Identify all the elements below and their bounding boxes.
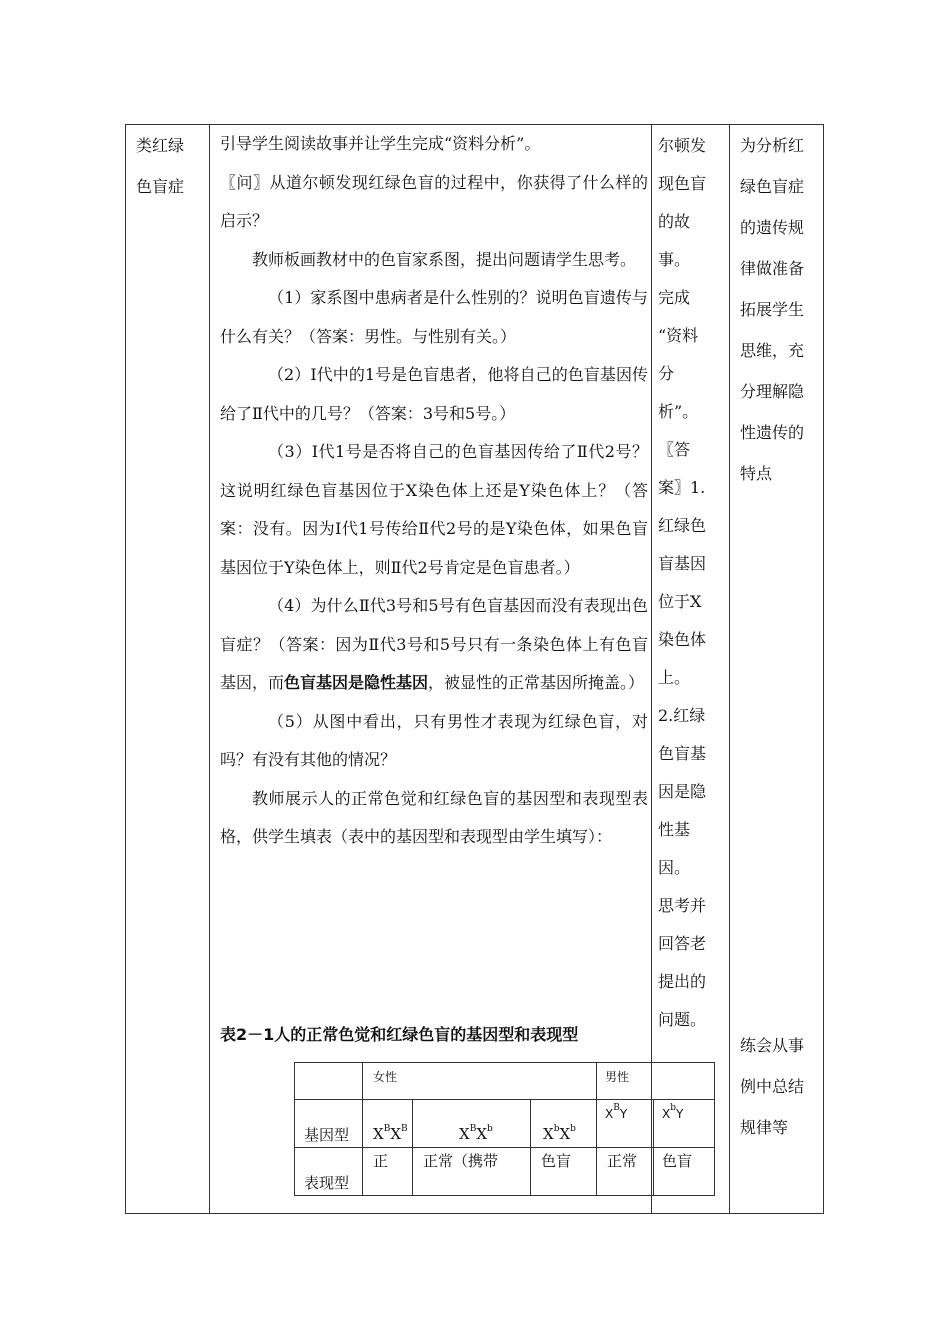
phenotype-cell xyxy=(413,1148,531,1196)
text-line: 绿色盲症 xyxy=(740,177,805,196)
design-intent-text xyxy=(730,125,823,494)
allele: B xyxy=(401,1124,408,1134)
paragraph xyxy=(220,587,648,703)
text-line: 分 xyxy=(658,364,675,383)
genotype-x: X xyxy=(390,1125,401,1143)
genotype-x: X xyxy=(459,1125,470,1143)
genotype-cell xyxy=(413,1100,531,1148)
topic-line: 类红绿 xyxy=(136,136,185,155)
text-line: 性基 xyxy=(658,820,691,839)
genotype-y: Y xyxy=(619,1107,628,1121)
lesson-plan-table xyxy=(125,124,824,1214)
text-line: 规律等 xyxy=(740,1118,789,1137)
text-line: 的故 xyxy=(658,212,691,231)
paragraph: （1）家系图中患病者是什么性别的？说明色盲遗传与什么有关？（答案：男性。与性别有关。） xyxy=(220,288,648,346)
paragraph: 〖问〗从道尔顿发现红绿色盲的过程中，你获得了什么样的启示？ xyxy=(220,172,648,230)
text-line: 盲基因 xyxy=(658,554,707,573)
paragraph: 教师展示人的正常色觉和红绿色盲的基因型和表现型表格，供学生填表（表中的基因型和表现型由学生填写）： xyxy=(220,788,648,846)
design-intent-text-2 xyxy=(730,1025,812,1148)
text-line: 问题。 xyxy=(658,1010,707,1029)
phenotype-cell xyxy=(597,1148,654,1196)
text-line: 练会从事 xyxy=(740,1036,805,1055)
text-line: 完成 xyxy=(658,288,691,307)
text-line: 2.红绿 xyxy=(658,706,706,725)
allele: B xyxy=(613,1103,620,1113)
phenotype-cell xyxy=(531,1148,597,1196)
text-line: 特点 xyxy=(740,464,773,483)
text-line: 色盲基 xyxy=(658,744,707,763)
text-line: 拓展学生 xyxy=(740,300,805,319)
allele: b xyxy=(487,1124,493,1134)
text-line: 位于X xyxy=(658,592,702,611)
phenotype-value: 正常 xyxy=(607,1152,638,1170)
genotype-cell xyxy=(363,1100,413,1148)
design-intent-column xyxy=(730,125,823,1213)
topic-line: 色盲症 xyxy=(136,177,185,196)
text-line: 例中总结 xyxy=(740,1077,805,1096)
text-line: 上。 xyxy=(658,668,691,687)
phenotype-value: 色盲 xyxy=(662,1152,693,1170)
paragraph: 教师板画教材中的色盲家系图，提出问题请学生思考。 xyxy=(252,249,637,269)
paragraph: （5）从图中看出，只有男性才表现为红绿色盲，对吗？有没有其他的情况？ xyxy=(220,711,648,769)
text-line: 析”。 xyxy=(658,402,699,421)
genotype-label-cell xyxy=(295,1100,363,1148)
table-title: 表2－1人的正常色觉和红绿色盲的基因型和表现型 xyxy=(220,1025,579,1044)
text-line: 律做准备 xyxy=(740,259,805,278)
female-header xyxy=(363,1063,597,1100)
text-line: 思考并 xyxy=(658,896,707,915)
topic-column xyxy=(126,125,210,1213)
empty-cell xyxy=(295,1063,363,1100)
genotype-label: 基因型 xyxy=(304,1126,350,1144)
genotype-x: X xyxy=(662,1107,671,1121)
text-line: 因。 xyxy=(658,858,691,877)
phenotype-value: 色盲 xyxy=(541,1152,572,1170)
female-label: 女性 xyxy=(373,1070,398,1084)
allele: b xyxy=(553,1124,560,1134)
genotype-x: X xyxy=(559,1125,571,1143)
genotype-x: X xyxy=(476,1125,487,1143)
paragraph-text: ，被显性的正常基因所掩盖。） xyxy=(428,673,645,692)
allele: B xyxy=(469,1124,477,1134)
paragraph-text: （4）为什么Ⅱ代3号和5号有色盲基因而没有表现出色盲症？（答案：因为Ⅱ代3号和5号只有一条染色体上有色盲基因，而 xyxy=(220,596,648,692)
male-label: 男性 xyxy=(605,1070,630,1084)
allele: b xyxy=(670,1103,676,1113)
text-line: 红绿色 xyxy=(658,516,707,535)
text-line: 因是隐 xyxy=(658,782,707,801)
genotype-y: Y xyxy=(676,1107,684,1121)
text-line: “资料 xyxy=(658,326,699,345)
text-line: 思维，充 xyxy=(740,341,805,360)
phenotype-value: 正常（携带 xyxy=(423,1152,499,1170)
text-line: 回答老 xyxy=(658,934,707,953)
text-line: 案〗1. xyxy=(658,478,706,497)
genotype-x: X xyxy=(605,1107,614,1121)
paragraph: 引导学生阅读故事并让学生完成“资料分析”。 xyxy=(220,134,541,153)
text-line: 为分析红 xyxy=(740,136,805,155)
allele: b xyxy=(570,1124,576,1134)
genotype-x: X xyxy=(373,1125,384,1143)
phenotype-cell xyxy=(363,1148,413,1196)
text-line: 的遗传规 xyxy=(740,218,805,237)
text-line: 分理解隐 xyxy=(740,382,805,401)
text-line: 尔顿发 xyxy=(658,136,707,155)
allele: B xyxy=(383,1124,391,1134)
text-line: 提出的 xyxy=(658,972,707,991)
text-line: 〖答 xyxy=(658,440,691,459)
paragraph: （2）Ⅰ代中的1号是色盲患者，他将自己的色盲基因传给了Ⅱ代中的几号？（答案：3号和5号。） xyxy=(220,365,648,423)
student-activity-text xyxy=(652,125,729,1037)
text-line: 事。 xyxy=(658,250,691,269)
student-activity-column xyxy=(652,125,730,1213)
text-line: 染色体 xyxy=(658,630,707,649)
genotype-x: X xyxy=(543,1125,554,1143)
genotype-cell xyxy=(597,1100,654,1148)
phenotype-label: 表现型 xyxy=(304,1174,350,1192)
phenotype-value: 正 xyxy=(373,1152,389,1170)
bold-emphasis: 色盲基因是隐性基因 xyxy=(284,673,429,692)
text-line: 现色盲 xyxy=(658,174,707,193)
text-line: 性遗传的 xyxy=(740,423,805,442)
phenotype-label-cell xyxy=(295,1148,363,1196)
genotype-cell xyxy=(531,1100,597,1148)
paragraph: （3）Ⅰ代1号是否将自己的色盲基因传给了Ⅱ代2号？这说明红绿色盲基因位于X染色体上还是Y染色体上？（答案：没有。因为Ⅰ代1号传给Ⅱ代2号的是Y染色体，如果色盲基因位于Y染色体上，则Ⅱ代2号肯定是色盲患者。） xyxy=(220,442,648,577)
teacher-activity-text xyxy=(220,125,648,857)
